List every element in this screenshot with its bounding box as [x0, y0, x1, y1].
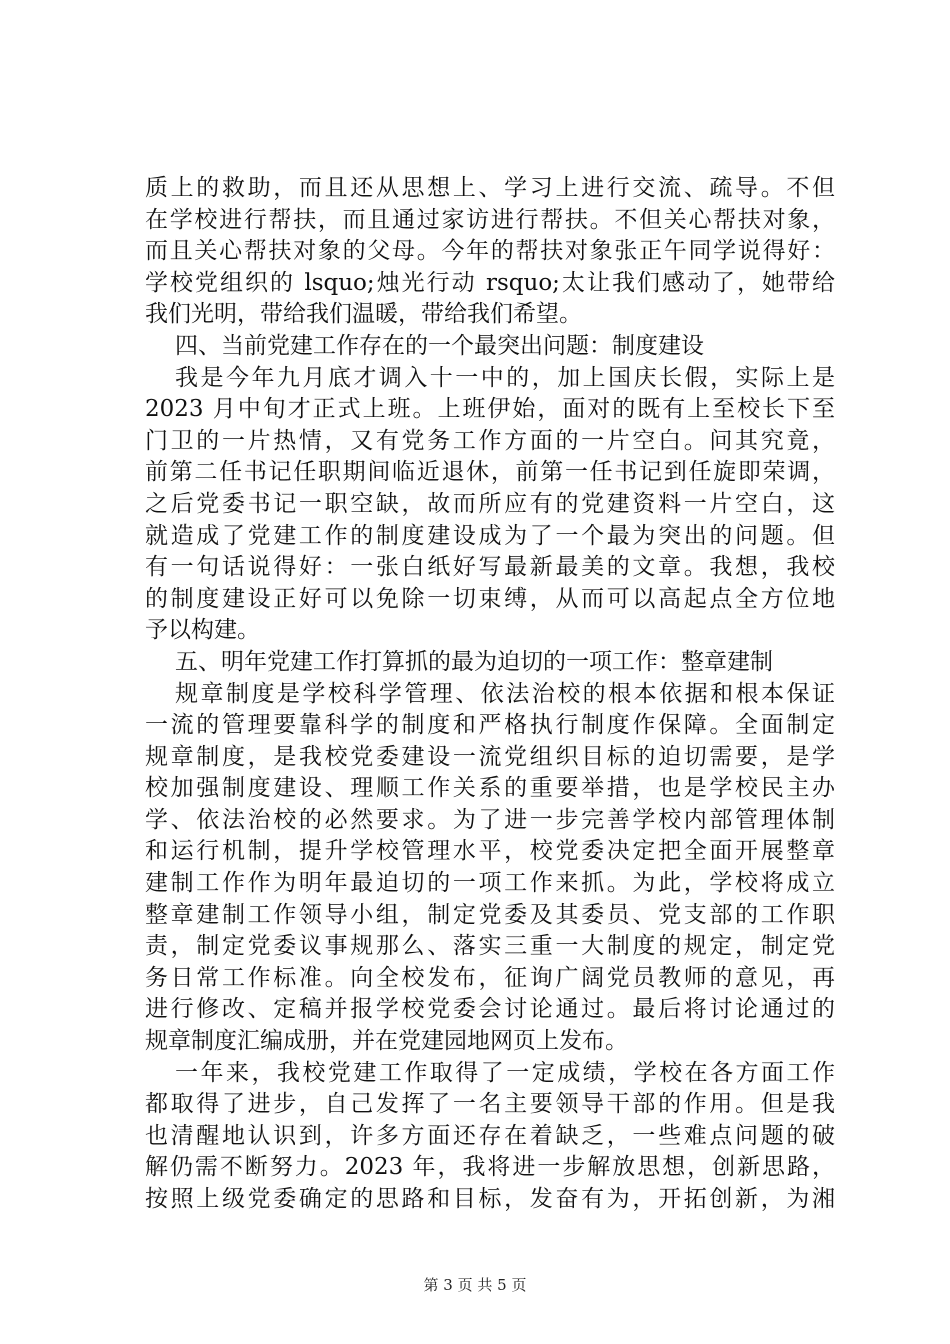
text-line: 规章制度，是我校党委建设一流党组织目标的迫切需要，是学 — [145, 743, 835, 770]
page-number-footer: 第 3 页 共 5 页 — [423, 1276, 527, 1294]
text-line: 一年来，我校党建工作取得了一定成绩，学校在各方面工作 — [175, 1059, 835, 1086]
document-body — [145, 173, 835, 1216]
text-line: 就造成了党建工作的制度建设成为了一个最为突出的问题。但 — [145, 522, 835, 549]
section-heading: 五、明年党建工作打算抓的最为迫切的一项工作：整章建制 — [175, 648, 773, 675]
text-line: 务日常工作标准。向全校发布，征询广阔党员教师的意见，再 — [145, 964, 835, 991]
text-line: 在学校进行帮扶，而且通过家访进行帮扶。不但关心帮扶对象， — [145, 206, 835, 233]
text-line: 我是今年九月底才调入十一中的，加上国庆长假，实际上是 — [175, 364, 835, 391]
text-line: 规章制度汇编成册，并在党建园地网页上发布。 — [145, 1028, 628, 1055]
text-line: 和运行机制，提升学校管理水平，校党委决定把全面开展整章 — [145, 838, 835, 865]
text-line: 的制度建设正好可以免除一切束缚，从而可以高起点全方位地 — [145, 585, 835, 612]
text-line: 学校党组织的 lsquo;烛光行动 rsquo;太让我们感动了，她带给 — [145, 269, 835, 296]
text-line: 2023 月中旬才正式上班。上班伊始，面对的既有上至校长下至 — [145, 396, 835, 423]
text-line: 校加强制度建设、理顺工作关系的重要举措，也是学校民主办 — [145, 775, 835, 802]
text-line: 按照上级党委确定的思路和目标，发奋有为，开拓创新，为湘 — [145, 1186, 835, 1212]
text-line: 进行修改、定稿并报学校党委会讨论通过。最后将讨论通过的 — [145, 996, 835, 1023]
text-line: 建制工作作为明年最迫切的一项工作来抓。为此，学校将成立 — [145, 870, 835, 897]
text-line: 责，制定党委议事规那么、落实三重一大制度的规定，制定党 — [145, 933, 835, 960]
text-line: 规章制度是学校科学管理、依法治校的根本依据和根本保证 — [175, 680, 835, 707]
text-line: 门卫的一片热情，又有党务工作方面的一片空白。问其究竟， — [145, 427, 835, 454]
text-line: 前第二任书记任职期间临近退休，前第一任书记到任旋即荣调， — [145, 459, 835, 486]
text-line: 整章建制工作领导小组，制定党委及其委员、党支部的工作职 — [145, 901, 835, 928]
text-line: 质上的救助，而且还从思想上、学习上进行交流、疏导。不但 — [145, 175, 835, 201]
section-heading: 四、当前党建工作存在的一个最突出问题：制度建设 — [175, 332, 704, 359]
text-line: 也清醒地认识到，许多方面还存在着缺乏，一些难点问题的破 — [145, 1122, 835, 1149]
text-line: 都取得了进步，自己发挥了一名主要领导干部的作用。但是我 — [145, 1091, 835, 1118]
text-line: 而且关心帮扶对象的父母。今年的帮扶对象张正午同学说得好： — [145, 238, 835, 265]
text-line: 有一句话说得好：一张白纸好写最新最美的文章。我想，我校 — [145, 554, 835, 581]
text-line: 学、依法治校的必然要求。为了进一步完善学校内部管理体制 — [145, 806, 835, 833]
text-line: 我们光明，带给我们温暖，带给我们希望。 — [145, 301, 582, 328]
text-line: 之后党委书记一职空缺，故而所应有的党建资料一片空白，这 — [145, 490, 835, 517]
text-line: 解仍需不断努力。2023 年，我将进一步解放思想，创新思路， — [145, 1154, 835, 1181]
text-line: 一流的管理要靠科学的制度和严格执行制度作保障。全面制定 — [145, 712, 835, 739]
text-line: 予以构建。 — [145, 617, 260, 644]
